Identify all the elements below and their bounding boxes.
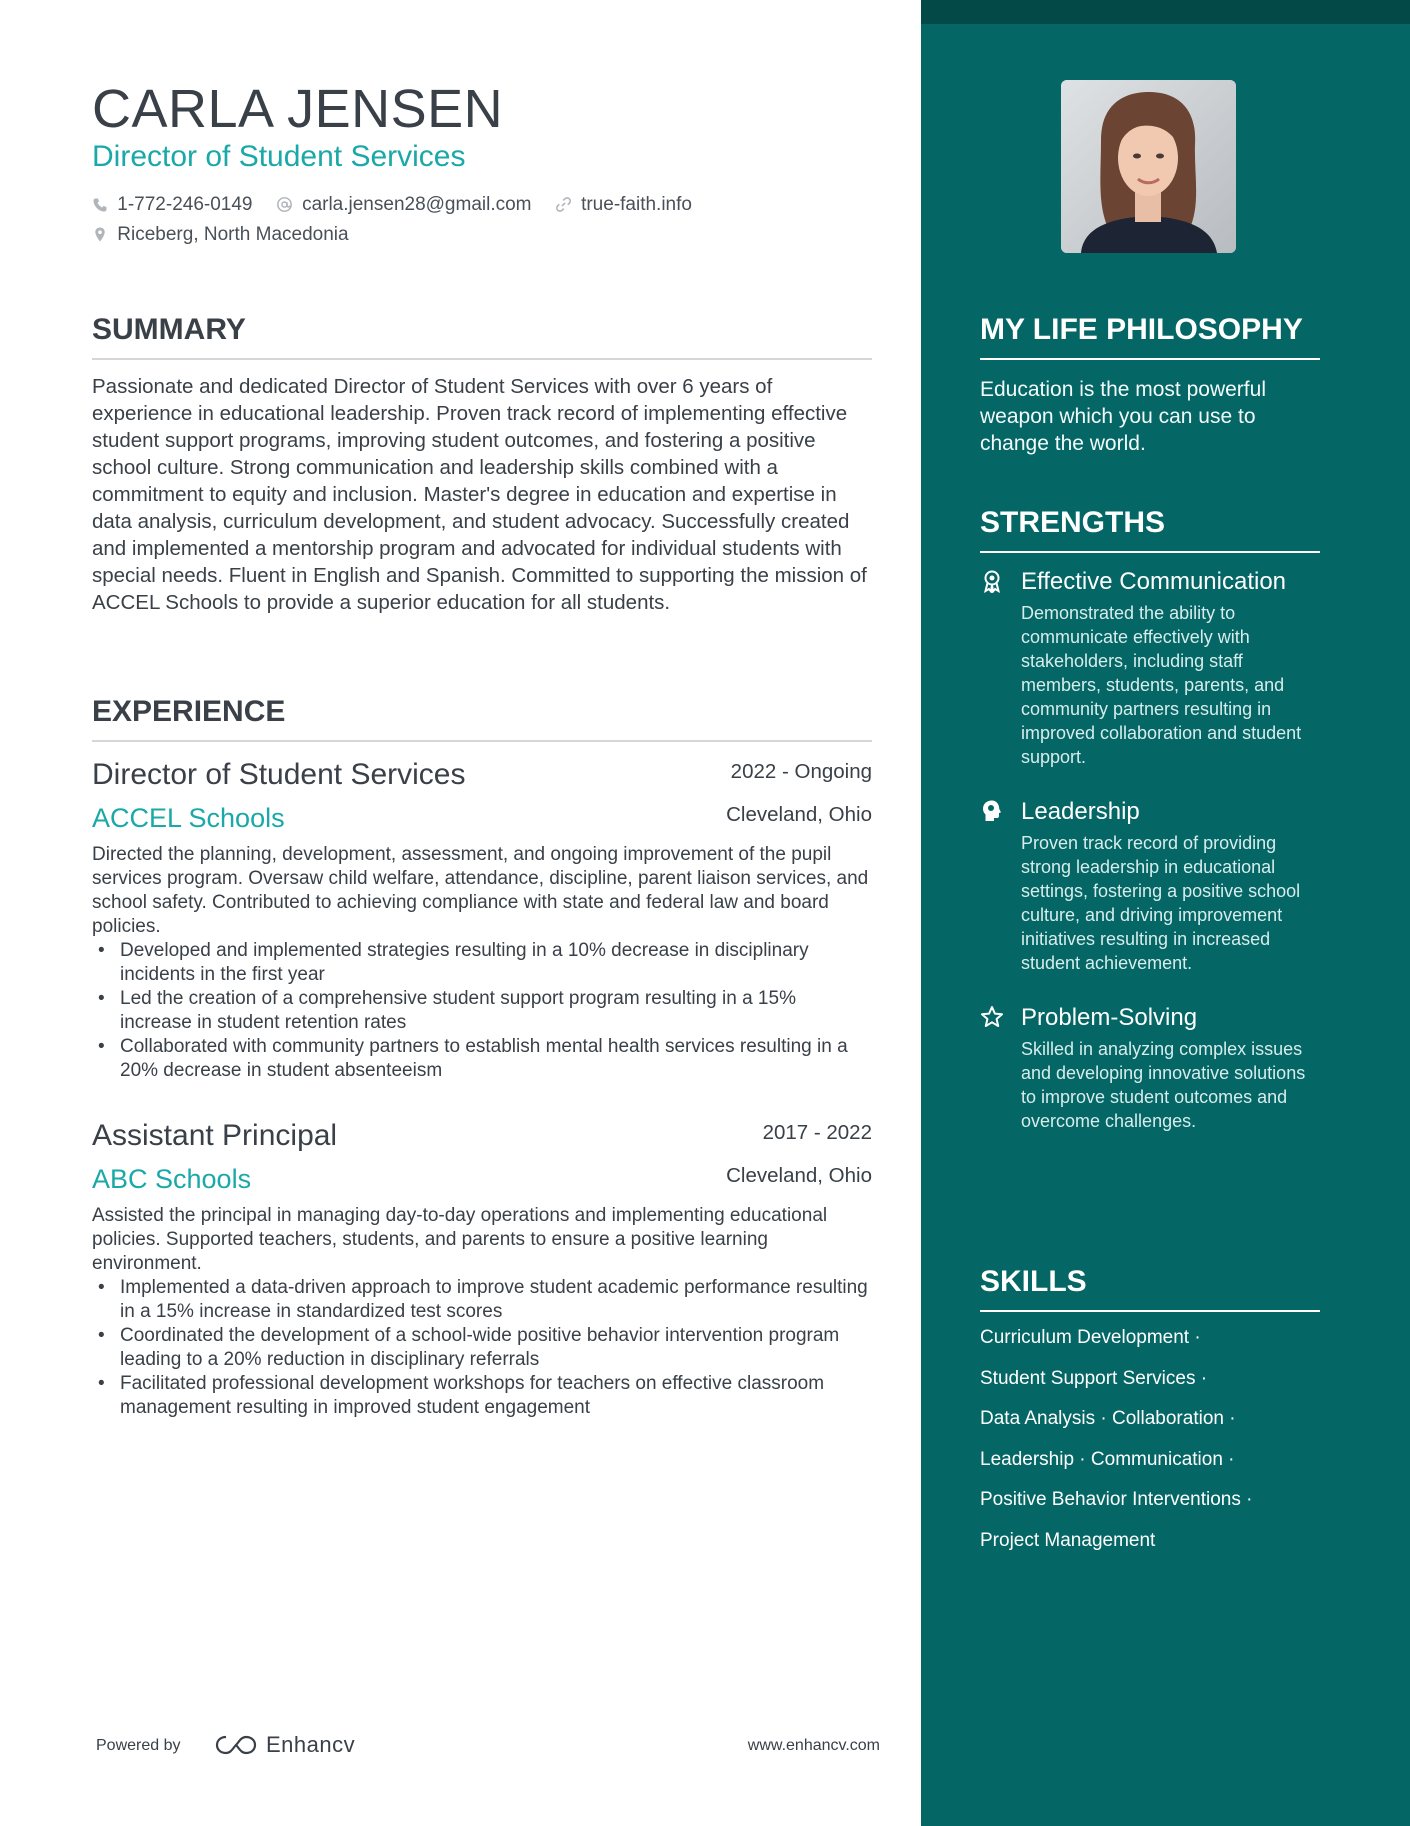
award-ribbon-icon bbox=[980, 569, 1004, 593]
job-dates: 2017 - 2022 bbox=[762, 1121, 872, 1144]
footer-website[interactable]: www.enhancv.com bbox=[747, 1737, 880, 1754]
map-pin-icon bbox=[92, 226, 108, 243]
philosophy-section bbox=[980, 312, 1320, 457]
job-bullet: • Led the creation of a comprehensive student support program resulting in a 15% increase in student retention rates bbox=[92, 987, 872, 1035]
star-icon bbox=[980, 1005, 1004, 1029]
strength-description: Demonstrated the ability to communicate effectively with stakeholders, including staff members, students, parents, and community partners resulting in improved collaboration and student support. bbox=[1021, 603, 1302, 767]
skill-line: Curriculum Development · bbox=[980, 1327, 1201, 1348]
job-bullet: • Developed and implemented strategies resulting in a 10% decrease in disciplinary incidents in the first year bbox=[92, 939, 872, 987]
job-description: Assisted the principal in managing day-to-day operations and implementing educational policies. Supported teachers, students, and parents to ensure a positive learning environment. bbox=[92, 1205, 828, 1274]
strength-item bbox=[980, 567, 1320, 769]
contact-row bbox=[92, 193, 710, 217]
brand-name: Enhancv bbox=[266, 1732, 356, 1757]
job-bullet: • Facilitated professional development workshops for teachers on effective classroom management resulting in improved student engagement bbox=[92, 1372, 872, 1420]
at-sign-icon bbox=[276, 196, 293, 213]
job-bullets bbox=[92, 939, 872, 1083]
job-company: ACCEL Schools bbox=[92, 803, 285, 833]
skills-section bbox=[980, 1264, 1320, 1569]
head-brain-icon bbox=[980, 799, 1004, 823]
contact-website[interactable] bbox=[555, 193, 692, 217]
phone-text: 1-772-246-0149 bbox=[117, 194, 253, 215]
sidebar-top-bar bbox=[921, 0, 1410, 24]
job-description-block bbox=[92, 843, 872, 1083]
job-bullet: • Coordinated the development of a school-wide positive behavior intervention program leading to a 20% reduction in disciplinary referrals bbox=[92, 1324, 872, 1372]
contact-email[interactable] bbox=[276, 193, 532, 217]
skill-line: Project Management bbox=[980, 1529, 1156, 1551]
job-bullets bbox=[92, 1276, 872, 1420]
website-text: true-faith.info bbox=[581, 194, 692, 215]
sidebar bbox=[921, 0, 1410, 1826]
job-bullet: • Implemented a data-driven approach to improve student academic performance resulting in a 15% increase in standardized test scores bbox=[92, 1276, 872, 1324]
link-icon bbox=[555, 196, 572, 213]
skill-line: Student Support Services · bbox=[980, 1367, 1208, 1389]
job-description: Directed the planning, development, assessment, and ongoing improvement of the pupil services program. Oversaw child welfare, attendance, discipline, parent liaison services, and school safety. Contributed to achieving compliance with state and federal law and board policies. bbox=[92, 844, 869, 937]
candidate-title: Director of Student Services bbox=[92, 140, 466, 173]
footer bbox=[96, 1731, 880, 1761]
philosophy-text: Education is the most powerful weapon which you can use to change the world. bbox=[980, 378, 1266, 455]
enhancv-brand-link[interactable] bbox=[214, 1731, 355, 1759]
contact-location bbox=[92, 223, 349, 247]
job-location: Cleveland, Ohio bbox=[726, 1164, 872, 1187]
enhancv-logo-icon bbox=[214, 1733, 258, 1757]
location-text: Riceberg, North Macedonia bbox=[117, 224, 349, 245]
skills-list bbox=[980, 1326, 1320, 1553]
strengths-section bbox=[980, 505, 1320, 1133]
candidate-name: CARLA JENSEN bbox=[92, 79, 504, 139]
job-location: Cleveland, Ohio bbox=[726, 803, 872, 826]
philosophy-heading: MY LIFE PHILOSOPHY bbox=[980, 312, 1320, 360]
experience-heading: EXPERIENCE bbox=[92, 694, 872, 742]
email-text: carla.jensen28@gmail.com bbox=[302, 194, 532, 215]
skill-line: Leadership · Communication · bbox=[980, 1448, 1235, 1470]
job-role: Assistant Principal bbox=[92, 1119, 338, 1152]
job-bullet: • Collaborated with community partners to establish mental health services resulting in a 20% decrease in student absenteeism bbox=[92, 1035, 872, 1083]
skill-line: Positive Behavior Interventions · bbox=[980, 1489, 1253, 1510]
phone-icon bbox=[92, 197, 108, 213]
strength-title: Effective Communication bbox=[1021, 568, 1287, 595]
strengths-heading: STRENGTHS bbox=[980, 505, 1320, 553]
job-role: Director of Student Services bbox=[92, 758, 466, 791]
job-description-block bbox=[92, 1204, 872, 1420]
summary-heading: SUMMARY bbox=[92, 312, 872, 360]
summary-text: Passionate and dedicated Director of Student Services with over 6 years of experience in educational leadership. Proven track record of implementing effective student support programs, improving student outcomes, and fostering a positive school culture. Strong communication and leadership skills combined with a commitment to equity and inclusion. Master's degree in education and expertise in data analysis, curriculum development, and student advocacy. Successfully created and implemented a mentorship program and advocated for individual students with special needs. Fluent in English and Spanish. Committed to supporting the mission of ACCEL Schools to provide a superior education for all students. bbox=[92, 375, 867, 614]
contact-phone[interactable] bbox=[92, 193, 253, 217]
powered-by-text: Powered by bbox=[96, 1737, 181, 1754]
strength-item bbox=[980, 1003, 1320, 1133]
job-company: ABC Schools bbox=[92, 1164, 252, 1194]
job-dates: 2022 - Ongoing bbox=[730, 760, 872, 783]
skill-line: Data Analysis · Collaboration · bbox=[980, 1408, 1236, 1429]
strength-description: Skilled in analyzing complex issues and developing innovative solutions to improve student outcomes and overcome challenges. bbox=[1021, 1039, 1306, 1131]
strength-item bbox=[980, 797, 1320, 975]
profile-photo bbox=[1061, 80, 1236, 253]
strength-title: Problem-Solving bbox=[1021, 1004, 1198, 1031]
strength-title: Leadership bbox=[1021, 798, 1140, 825]
strength-description: Proven track record of providing strong leadership in educational settings, fostering a positive school culture, and driving improvement initiatives resulting in increased student achievement. bbox=[1021, 833, 1301, 973]
skills-heading: SKILLS bbox=[980, 1264, 1320, 1312]
location-row bbox=[92, 223, 367, 247]
